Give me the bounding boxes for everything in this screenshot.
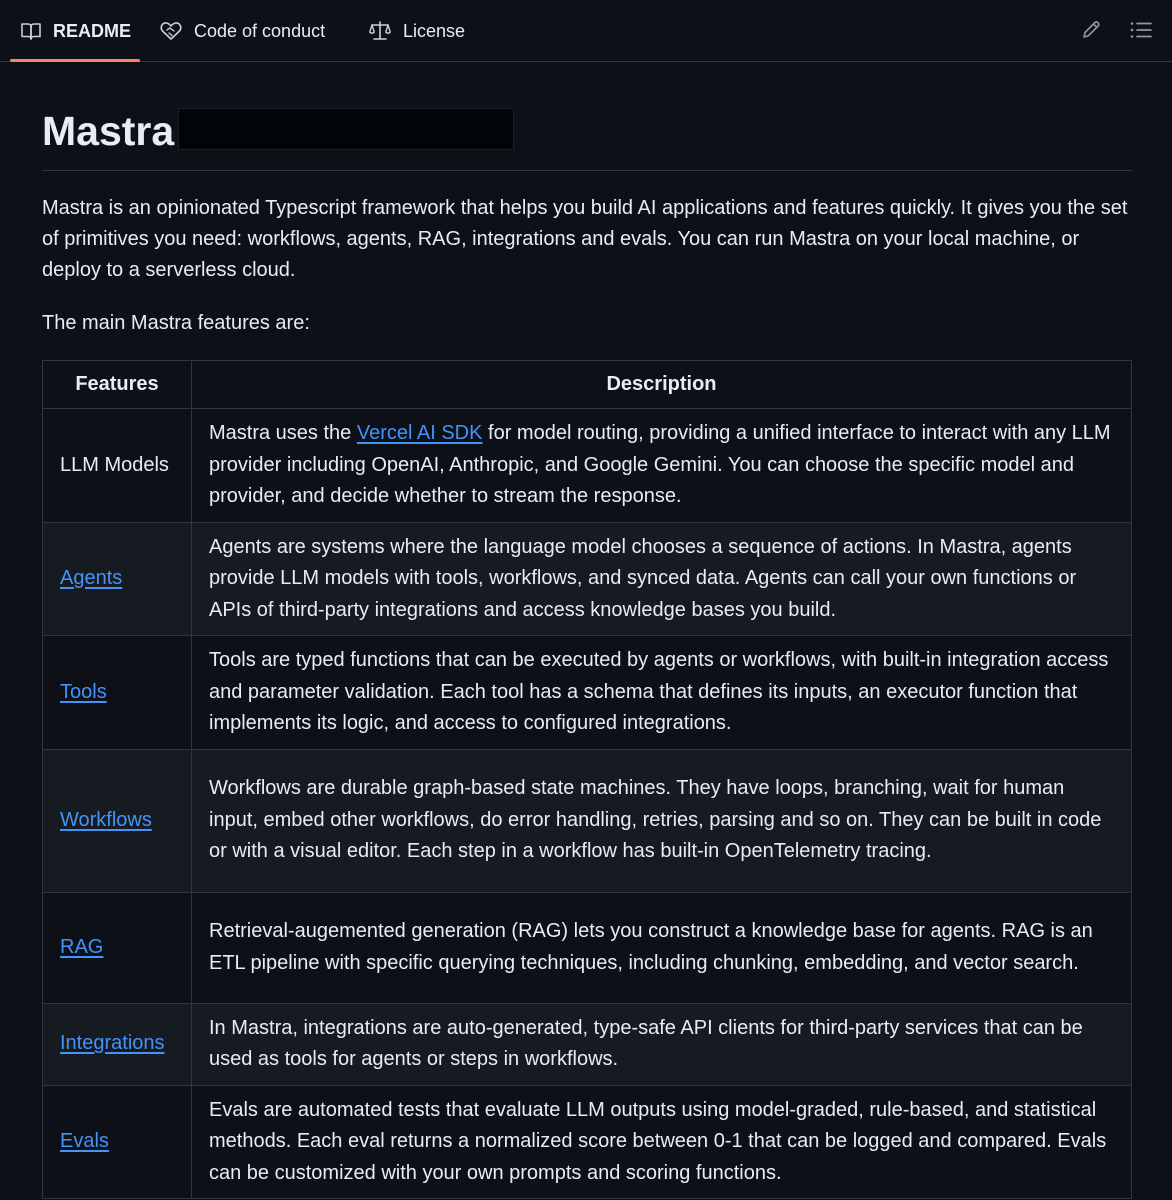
table-row	[43, 409, 1132, 523]
description-cell: Agents are systems where the language model chooses a sequence of actions. In Mastra, agents provide LLM models with tools, workflows, and synced data. Agents can call your own functions or APIs of third-party integrations and access knowledge bases you build.	[192, 522, 1132, 636]
description-cell: In Mastra, integrations are auto-generated, type-safe API clients for third-party services that can be used as tools for agents or steps in workflows.	[192, 1003, 1132, 1085]
readme-tab-bar	[0, 0, 1172, 62]
description-cell: Tools are typed functions that can be executed by agents or workflows, with built-in integration access and parameter validation. Each tool has a schema that defines its inputs, an executor function that implements its logic, and access to configured integrations.	[192, 636, 1132, 750]
table-header-row	[43, 361, 1132, 409]
tab-license-label: License	[403, 20, 466, 41]
description-text: for model routing, providing a unified interface to interact with any LLM provider including OpenAI, Anthropic, and Google Gemini. You can choose the specific model and provider, and decide whether to stream the response.	[209, 422, 1111, 507]
feature-cell	[43, 522, 192, 636]
feature-cell	[43, 636, 192, 750]
feature-label: LLM Models	[60, 453, 169, 476]
table-row	[43, 892, 1132, 1003]
title-divider	[42, 170, 1132, 171]
vercel-ai-sdk-link[interactable]: Vercel AI SDK	[356, 422, 483, 444]
evals-link[interactable]: Evals	[60, 1130, 109, 1152]
feature-cell	[43, 749, 192, 892]
description-cell: Evals are automated tests that evaluate LLM outputs using model-graded, rule-based, and statistical methods. Each eval returns a normalized score between 0-1 that can be logged and compared. Evals can be customized with your own prompts and scoring functions.	[192, 1085, 1132, 1199]
table-row	[43, 749, 1132, 892]
tab-code-of-conduct[interactable]	[160, 0, 325, 62]
pencil-icon	[1081, 20, 1101, 40]
tab-readme-label: README	[53, 20, 132, 41]
tab-license[interactable]	[369, 0, 465, 62]
workflows-link[interactable]: Workflows	[60, 808, 152, 831]
outline-button[interactable]	[1129, 18, 1153, 42]
feature-cell	[43, 892, 192, 1003]
table-row	[43, 1003, 1132, 1085]
scale-icon	[369, 21, 391, 41]
heart-handshake-icon	[160, 21, 182, 41]
table-row	[43, 522, 1132, 636]
features-table	[42, 360, 1132, 1199]
integrations-link[interactable]: Integrations	[60, 1032, 165, 1055]
tools-link[interactable]: Tools	[60, 680, 107, 703]
page-title: Mastra	[42, 108, 175, 154]
feature-llm-models	[43, 409, 192, 523]
agents-link[interactable]: Agents	[60, 567, 123, 589]
list-icon	[1130, 21, 1152, 39]
description-text: Mastra uses the	[209, 422, 357, 444]
table-row	[43, 636, 1132, 750]
edit-readme-button[interactable]	[1079, 18, 1103, 42]
description-cell: Workflows are durable graph-based state machines. They have loops, branching, wait for human input, embed other workflows, do error handling, retries, parsing and so on. They can be built in code or with a visual editor. Each step in a workflow has built-in OpenTelemetry tracing.	[192, 749, 1132, 892]
book-icon	[21, 22, 41, 40]
description-cell: Retrieval-augemented generation (RAG) lets you construct a knowledge base for agents. RAG is an ETL pipeline with specific querying techniques, including chunking, embedding, and vector search.	[192, 892, 1132, 1003]
tab-code-of-conduct-label: Code of conduct	[194, 20, 326, 41]
redacted-badge	[178, 108, 514, 150]
header-features: Features	[43, 361, 192, 409]
features-lead: The main Mastra features are:	[42, 312, 310, 334]
feature-cell	[43, 1003, 192, 1085]
active-tab-indicator	[10, 59, 140, 62]
intro-paragraph: Mastra is an opinionated Typescript framework that helps you build AI applications and features quickly. It gives you the set of primitives you need: workflows, agents, RAG, integrations and evals. You can run Mastra on your local machine, or deploy to a serverless cloud.	[42, 197, 1128, 281]
feature-cell	[43, 1085, 192, 1199]
header-description: Description	[192, 361, 1132, 409]
description-cell	[192, 409, 1132, 523]
tab-readme[interactable]	[21, 0, 131, 62]
table-row	[43, 1085, 1132, 1199]
rag-link[interactable]: RAG	[60, 935, 104, 958]
